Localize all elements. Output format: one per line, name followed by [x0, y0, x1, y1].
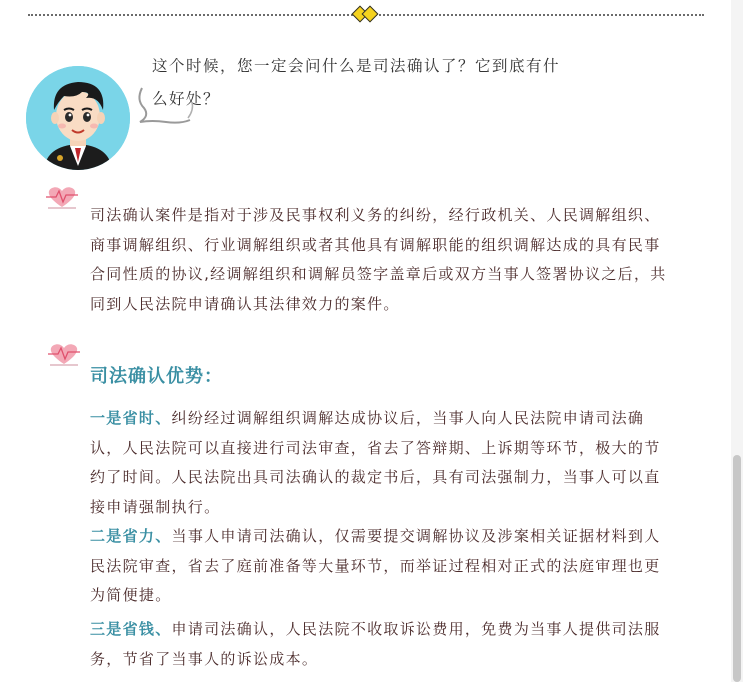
- advantage-line: 为简便捷。: [90, 586, 172, 604]
- advantage-line: 民法院审查，省去了庭前准备等大量环节，而举证过程相对正式的法庭审理也更: [90, 556, 661, 575]
- definition-line: 合同性质的协议,经调解组织和调解员签字盖章后或双方当事人签署协议之后，共: [90, 265, 667, 283]
- intro-line-2: 么好处？: [152, 90, 221, 108]
- heart-pulse-logo-icon: [44, 340, 84, 368]
- speech-tail-icon: [132, 82, 202, 128]
- advantage-text: 纠纷经过调解组织调解达成协议后，当事人向人民法院申请司法确: [171, 409, 645, 427]
- advantage-line: 接申请强制执行。: [90, 497, 221, 516]
- advantage-line: [90, 522, 686, 552]
- advantage-line: 认，人民法院可以直接进行司法审查，省去了答辩期、上诉期等环节，极大的节: [90, 438, 661, 457]
- intro-line-1: 这个时候，您一定会问什么是司法确认了？它到底有什: [152, 57, 561, 75]
- advantage-item-save-time: [90, 404, 686, 522]
- advantages-heading: 司法确认优势：: [90, 366, 223, 387]
- definition-line: 商事调解组织、行业调解组织或者其他具有调解职能的组织调解达成的具有民事: [90, 235, 661, 254]
- definition-line: 同到人民法院申请确认其法律效力的案件。: [90, 294, 400, 313]
- judge-avatar-icon: [26, 66, 130, 170]
- advantage-line: [90, 615, 686, 645]
- definition-paragraph: [90, 201, 686, 319]
- scrollbar-thumb[interactable]: [733, 455, 741, 682]
- advantage-line: 务，节省了当事人的诉讼成本。: [90, 649, 319, 668]
- diamond-ornament-icon: [350, 4, 384, 26]
- advantage-line: [90, 404, 686, 434]
- advantage-lead: 一是省时、: [90, 409, 172, 427]
- advantage-item-save-effort: [90, 522, 686, 611]
- scrollbar[interactable]: [731, 0, 743, 682]
- heart-pulse-logo-icon: [42, 183, 82, 211]
- definition-line: 司法确认案件是指对于涉及民事权利义务的纠纷，经行政机关、人民调解组织、: [90, 206, 661, 224]
- advantage-text: 当事人申请司法确认，仅需要提交调解协议及涉案相关证据材料到人: [171, 527, 661, 545]
- advantage-line: 约了时间。人民法院出具司法确认的裁定书后，具有司法强制力，当事人可以直: [90, 468, 661, 486]
- advantage-text: 申请司法确认，人民法院不收取诉讼费用，免费为当事人提供司法服: [171, 620, 661, 638]
- intro-question: [152, 50, 622, 116]
- advantage-lead: 三是省钱、: [90, 620, 172, 638]
- advantage-item-save-money: [90, 615, 686, 674]
- advantage-lead: 二是省力、: [90, 527, 172, 545]
